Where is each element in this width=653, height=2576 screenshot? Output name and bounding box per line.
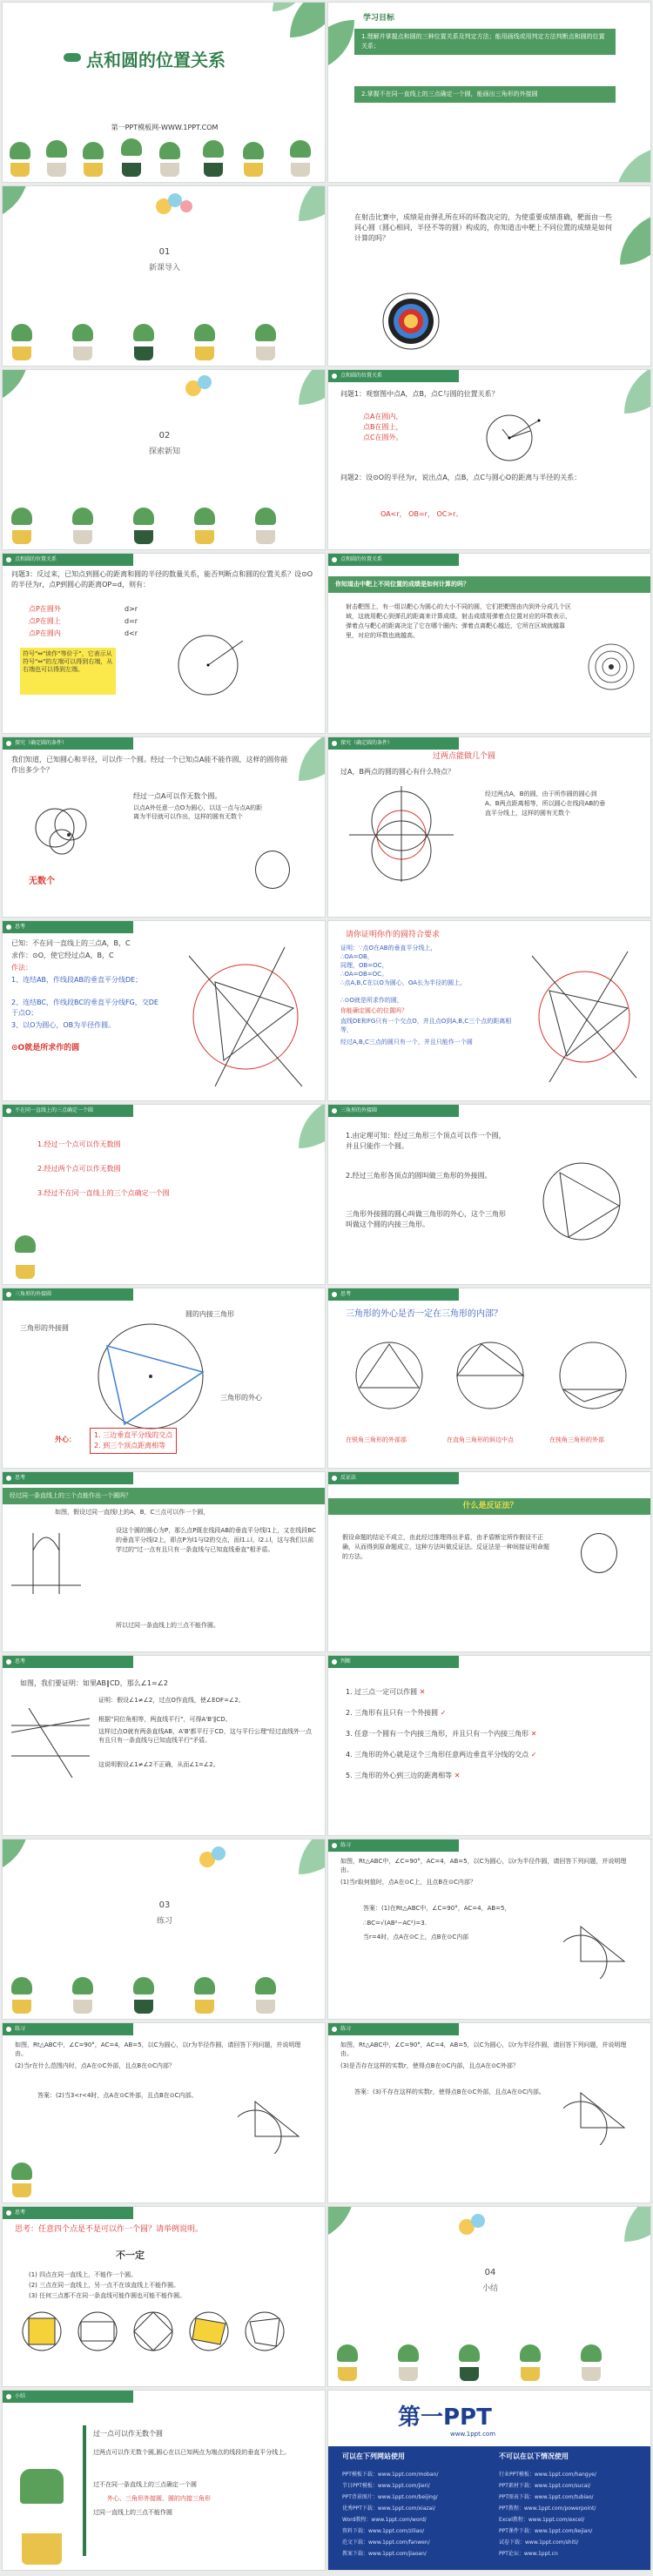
- answer: 经过一点A可以作无数个圆。: [133, 792, 222, 800]
- pot-icon: [244, 163, 263, 177]
- relation-label-inside: 点P在圆内: [29, 629, 61, 637]
- paragraph-2: 设这个圆的圆心为P，那么点P既在线段AB的垂直平分线l1上，又在线段BC的垂直平分线l2上，即点P为l1与l2的交点，而l1⊥l，l2⊥l，这与我们以前学过的"过一点有且只有一条直线与已知直线垂直"相矛盾。: [116, 1527, 316, 1553]
- plant-icon: [255, 324, 276, 341]
- cross-icon: ✕: [454, 1772, 461, 1779]
- circles-through-point-diagram: [20, 793, 125, 871]
- slide-header: 反证法: [328, 1472, 459, 1484]
- section-name: 新课导入: [148, 264, 180, 272]
- slide-header: 思考: [3, 921, 133, 933]
- plant-icon: [133, 1977, 154, 1994]
- title-marker-icon: [64, 53, 81, 62]
- triangle-diagram: [238, 2093, 307, 2154]
- slide-header: 不在同一直线上的三点确定一个圆: [3, 1105, 133, 1117]
- circles-through-two-points-diagram: [340, 786, 462, 882]
- section-number: 02: [158, 431, 171, 441]
- method-label: 作法：: [11, 964, 32, 972]
- site-link[interactable]: Word教程：www.1ppt.com/word/: [342, 2517, 427, 2523]
- plant-icon: [194, 1977, 215, 1994]
- slide-target-explanation: [327, 553, 651, 734]
- plant-icon: [72, 508, 93, 525]
- pot-icon: [73, 2000, 92, 2014]
- leaf-decoration: [327, 20, 354, 72]
- section-title: 学习目标: [363, 14, 395, 23]
- slide-true-false: [327, 1655, 651, 1836]
- question-3: 问题3：反过来，已知点到圆心的距离和圆的半径的数量关系，能否判断点和圆的位置关系？设⊙O的半径为r，点P到圆心的距离OP=d，则有：: [11, 570, 313, 589]
- slide-collinear-points: [2, 1471, 326, 1652]
- question: 如图，我们要证明：如果AB∥CD，那么∠1=∠2: [20, 1679, 168, 1687]
- slide-header: 练习: [3, 2023, 133, 2035]
- plant-icon: [159, 142, 180, 159]
- answer: 答案：(3)不存在这样的实数r，使得点B在⊙C外部，且点A在⊙C内部。: [354, 2088, 545, 2095]
- slide-header: 三角形的外接圆: [328, 1105, 459, 1117]
- logo: 第一PPT: [398, 2404, 492, 2431]
- slide-one-point-circles: [2, 736, 326, 918]
- slide-three-point-construction: [2, 920, 326, 1101]
- relation-value-inside: d<r: [125, 629, 138, 637]
- answer-3: 当r=4时，点A在⊙C上，点B在⊙C内部: [363, 1934, 469, 1940]
- slide-header: 探究（确定圆的条件）: [3, 737, 133, 750]
- leaf-decoration: [2, 1839, 29, 1874]
- section-number: 01: [158, 247, 171, 257]
- site-link[interactable]: PPT图表下载：www.1ppt.com/tubiao/: [499, 2494, 594, 2500]
- cross-icon: ✕: [530, 1730, 537, 1738]
- pot-icon: [84, 163, 103, 177]
- relation-label-outside: 点P在圆外: [29, 605, 61, 613]
- plant-icon: [194, 324, 215, 341]
- statement-1: [346, 1687, 425, 1698]
- case-3: (3) 任何三点都不在同一条直线可能作圆也可能不能作圆。: [29, 2292, 186, 2299]
- plant-icon: [255, 1977, 276, 1994]
- pot-icon: [12, 2183, 31, 2197]
- circle-diagram: [476, 403, 546, 473]
- triangle-diagram: [563, 1918, 633, 1979]
- summary-5: 过同一直线上的三点不能作圆: [93, 2509, 172, 2516]
- target-image: [585, 641, 637, 693]
- pot-icon: [291, 163, 310, 177]
- slide-header: 探究（确定圆的条件）: [328, 737, 459, 750]
- balloon-icon: [198, 375, 212, 389]
- rectangle-in-circle: [76, 2310, 119, 2353]
- site-link[interactable]: 资料下载：www.1ppt.com/ziliao/: [342, 2528, 425, 2534]
- summary-divider: [83, 2425, 86, 2556]
- balloon-icon: [180, 200, 192, 212]
- slide-header: 点和圆的位置关系: [328, 370, 459, 382]
- slide-site-footer: [327, 2390, 651, 2571]
- sub-question-3: (3)是否存在这样的实数r，使得点B在⊙C内部，且点A在⊙C外部？: [340, 2062, 519, 2069]
- circumcenter-label: 外心：: [55, 1436, 76, 1443]
- pot-icon: [338, 2367, 357, 2381]
- case-1: (1) 四点在同一直线上，不能作一个圆。: [29, 2271, 138, 2278]
- slide-section-02: [2, 369, 326, 550]
- step-1: 1、连结AB，作线段AB的垂直平分线DE；: [11, 976, 143, 984]
- slide-proof: [327, 920, 651, 1101]
- leaf-decoration: [299, 369, 326, 405]
- statement-5: [346, 1771, 460, 1781]
- pot-icon: [195, 2000, 214, 2014]
- triangle-diagram: [563, 2084, 633, 2145]
- answer-c: 点C在圆外。: [363, 434, 403, 441]
- site-link[interactable]: PPT教程：www.1ppt.com/powerpoint/: [499, 2505, 596, 2512]
- plant-icon: [11, 324, 32, 341]
- pot-icon: [73, 530, 92, 544]
- plant-icon: [520, 2344, 541, 2362]
- slide-header: 思考: [328, 1288, 459, 1301]
- explanation: 以点A外任意一点O为圆心，以这一点与点A的距离为半径就可以作出，这样的圆有无数个: [133, 804, 263, 820]
- pot-icon: [160, 163, 179, 177]
- plant-icon: [194, 508, 215, 525]
- leaf-decoration: [616, 147, 651, 183]
- quad-in-circle: [131, 2310, 175, 2353]
- slide-goals: [327, 2, 651, 183]
- explanation: 经过两点A，B的圆，由于所作圆的圆心到A、B两点距离相等，所以圆心在线段AB的垂直平分线上，这样的圆有无数个: [485, 790, 606, 817]
- summary-4: 外心、三角形外接圆、圆的内接三角形: [107, 2495, 211, 2502]
- balloon-icon: [471, 2214, 485, 2228]
- cartoon-icon: [581, 1533, 617, 1573]
- highlight-question: 你知道击中靶上不同位置的成绩是如何计算的吗？: [328, 576, 651, 593]
- plant-icon: [459, 2344, 480, 2362]
- statement-text: 1. 过三点一定可以作圆: [346, 1688, 418, 1696]
- slide-parallel-proof: [2, 1655, 326, 1836]
- proof-5: ∴点A,B,C在以O为圆心，OA长为半径的圆上，: [340, 979, 467, 986]
- exercise-question: 如图，Rt△ABC中，∠C=90°，AC=4，AB=5，以C为圆心，以r为半径作圆，请回答下列问题，并说明理由。: [340, 1858, 627, 1873]
- plant-icon: [72, 1977, 93, 1994]
- proof-3: 这样过点O就有两条直线AB，A'B'都平行于CD，这与平行公理"经过直线外一点有且只有一条直线与已知直线平行"矛盾。: [98, 1728, 313, 1744]
- relation-label-on: 点P在圆上: [29, 617, 61, 625]
- exercise-question: 如图，Rt△ABC中，∠C=90°，AC=4，AB=5，以C为圆心，以r为半径作圆，请回答下列问题，并说明理由。: [340, 2041, 627, 2057]
- proof-2: ∴OA=OB，: [340, 953, 374, 960]
- plant-icon: [255, 508, 276, 525]
- sub-question-1: (1)当r取何值时，点A在⊙C上，且点B在⊙C内部？: [340, 1879, 476, 1886]
- collinear-diagram: [11, 1524, 81, 1603]
- slide-summary: [2, 2390, 326, 2571]
- summary-2: 过两点可以作无数个圆,圆心在以已知两点为端点的线段的垂直平分线上。: [93, 2449, 291, 2456]
- conclusion-3: 3.经过不在同一直线上的三个点确定一个圆: [37, 1189, 170, 1197]
- pot-icon: [134, 2000, 153, 2014]
- cross-icon: ✕: [419, 1688, 426, 1696]
- note-box: 符号"⇔"读作"等价于"，它表示从符号"⇔"的左端可以得到右端，从右端也可以得到左端。: [20, 648, 116, 695]
- relation-value-outside: d>r: [125, 605, 138, 613]
- site-link[interactable]: 节日PPT模板：www.1ppt.com/jieri/: [342, 2483, 430, 2489]
- slide-header: 点和圆的位置关系: [3, 554, 133, 566]
- logo-area: [328, 2391, 651, 2446]
- site-link[interactable]: PPT模板下载：www.1ppt.com/moban/: [342, 2472, 439, 2478]
- property-2: 2. 到三个顶点距离相等: [94, 1442, 166, 1449]
- goal-1: 1.理解并掌握点和圆的三种位置关系及判定方法；能用画线或用判定方法判断点和圆的位置关系；: [354, 29, 616, 55]
- summary-1: 过一点可以作无数个圆: [93, 2430, 163, 2438]
- links-list-right: [499, 2469, 647, 2559]
- statement-text: 4. 三角形的外心就是这个三角形任意两边垂直平分线的交点: [346, 1751, 529, 1759]
- disallowed-heading: 不可以在以下情况使用: [499, 2452, 569, 2460]
- pot-icon: [195, 346, 214, 360]
- slide-two-point-circles: [327, 736, 651, 918]
- plant-icon: [11, 2162, 32, 2180]
- answer: 不一定: [116, 2250, 145, 2261]
- proof-4: 这说明假设∠1≠∠2不正确，从而∠1=∠2。: [98, 1761, 219, 1768]
- leaf-decoration: [2, 185, 29, 221]
- slide-header: 思考: [3, 1472, 133, 1484]
- exercise-question: 如图，Rt△ABC中，∠C=90°，AC=4，AB=5，以C为圆心，以r为半径作圆，请回答下列问题，并说明理由。: [15, 2041, 301, 2057]
- check-icon: ✓: [530, 1751, 537, 1759]
- links-list-left: [342, 2469, 490, 2559]
- relation-value-on: d=r: [125, 617, 138, 625]
- plant-icon: [290, 140, 311, 158]
- pot-icon: [204, 163, 223, 177]
- plant-icon: [133, 508, 154, 525]
- logo-url: www.1ppt.com: [450, 2431, 496, 2438]
- step-2: 2、连结BC，作线段BC的垂直平分线FG，交DE于点O；: [11, 999, 158, 1017]
- conclusion-2: 2.经过两个点可以作无数圆: [37, 1165, 121, 1173]
- paragraph-3: 所以过同一条直线上的三点不能作圆。: [116, 1622, 219, 1629]
- question: 三角形的外心是否一定在三角形的内部？: [346, 1309, 502, 1319]
- proof-2: 根据"同位角相等，两直线平行"，可得A'B'∥CD。: [98, 1716, 232, 1723]
- conclusion-1: 1.经过一个点可以作无数圆: [37, 1140, 121, 1148]
- explanation-text: 射击靶图上，有一组以靶心为圆心的大小不同的圆，它们把靶图由内到外分成几个区域，这就用靶心到弹孔的距离来计算成绩。射击成绩用弹着点位置对应的环数表示，弹着点与靶心的距离决定了它在哪个圈内；弹着点离靶心越近，它所在区域就越靠里，对应的环数也就越高。: [346, 603, 571, 639]
- target-image: [380, 291, 441, 352]
- plant-icon: [121, 138, 142, 156]
- leaf-decoration: [624, 2206, 651, 2242]
- plant-icon: [581, 2344, 602, 2362]
- right-triangle-diagram: [447, 1332, 534, 1419]
- section-name: 小结: [481, 2284, 498, 2293]
- pot-icon: [460, 2367, 479, 2381]
- intro-text: 在射击比赛中，成绩是由弹孔所在环的环数决定的，为使重要成绩准确，靶面由一些同心圆（圆心相同，半径不等的圆）构成的，你知道击中靶上不同位置的成绩是如何计算的吗？: [354, 213, 612, 242]
- cartoon-icon: [255, 851, 290, 889]
- case-2: (2) 三点在同一直线上，另一点不在该直线上不能作圆。: [29, 2282, 180, 2289]
- label-circumcircle: 三角形的外接圆: [20, 1324, 69, 1332]
- proof-9: 经过A,B,C三点的圆只有一个，并且只能作一个圆: [340, 1039, 473, 1046]
- pot-icon: [256, 530, 275, 544]
- leaf-decoration: [299, 736, 326, 781]
- plant-icon: [398, 2344, 419, 2362]
- slide-four-points: [2, 2206, 326, 2387]
- pot-icon: [256, 346, 275, 360]
- slide-target-intro: [327, 185, 651, 367]
- step-3: 3、以O为圆心，OB为半径作圆。: [11, 1021, 116, 1029]
- proof-1: 证明：假设∠1≠∠2，过点O作直线，使∠EOF=∠2。: [98, 1697, 245, 1704]
- plant-icon: [20, 2469, 64, 2504]
- plant-icon: [10, 142, 30, 159]
- square-in-circle: [20, 2310, 64, 2353]
- site-link[interactable]: PPT课件下载：www.1ppt.com/kejian/: [499, 2528, 593, 2534]
- slide-exercise-1: [327, 1839, 651, 2020]
- pot-icon: [582, 2367, 601, 2381]
- slide-header: 三角形的外接圆: [3, 1288, 133, 1301]
- statement-4: [346, 1750, 536, 1760]
- slide-position-questions: [327, 369, 651, 550]
- statement-text: 2. 三角形有且只有一个外接圆: [346, 1709, 439, 1717]
- proof-7: 你能确定圆心的位置吗？: [340, 1007, 407, 1014]
- leaf-decoration: [299, 1104, 326, 1148]
- slide-exercise-2: [2, 2022, 326, 2203]
- question-2: 问题2：设⊙O的半径为r，说出点A，点B，点C与圆心O的距离与半径的关系：: [340, 474, 582, 481]
- leaf-decoration: [299, 185, 326, 221]
- answer: 答案：(2)当3<r<4时，点A在⊙C外部，且点B在⊙C内部。: [37, 2092, 198, 2099]
- definition-1: 1.由定理可知：经过三角形三个顶点可以作一个圆，并且只能作一个圆。: [346, 1132, 506, 1150]
- question-1: 问题1：观察图中点A，点B，点C与圆的位置关系？: [340, 390, 499, 398]
- leaf-decoration: [327, 2206, 354, 2242]
- slide-circumcenter-position: [327, 1288, 651, 1469]
- question: 经过同一条直线上的三个点能作出一个圆吗？: [3, 1488, 326, 1504]
- proof-diagram: [523, 947, 645, 1086]
- pot-icon: [12, 2000, 31, 2014]
- site-link[interactable]: 优秀PPT下载：www.1ppt.com/xiazai/: [342, 2505, 435, 2512]
- plant-icon: [83, 142, 104, 159]
- section-number: 04: [484, 2268, 496, 2277]
- section-number: 03: [158, 1900, 171, 1910]
- pot-icon: [12, 346, 31, 360]
- pot-icon: [195, 530, 214, 544]
- parallel-lines-diagram: [11, 1708, 90, 1778]
- plant-icon: [46, 140, 67, 158]
- slide-exercise-3: [327, 2022, 651, 2203]
- goal-2: 2.掌握不在同一直线上的三点确定一个圆，能画出三角形的外接圆: [354, 86, 616, 103]
- slide-title: 什么是反证法？: [328, 1498, 651, 1515]
- check-icon: ✓: [440, 1709, 447, 1717]
- slide-title: [2, 2, 326, 183]
- site-link[interactable]: PPT背景图片：www.1ppt.com/beijing/: [342, 2494, 438, 2500]
- definition: 假设命题的结论不成立，由此经过推理得出矛盾，由矛盾断定所作假设不正确，从而得到原命题成立，这种方法叫做反证法。反证法是一种间接证明命题的方法。: [342, 1534, 549, 1560]
- leaf-decoration: [2, 369, 29, 405]
- infinite-label: 无数个: [29, 877, 55, 886]
- proof-1: 证明：∵点O在AB的垂直平分线上，: [340, 945, 437, 952]
- proof-4: ∴OA=OB=OC。: [340, 971, 388, 978]
- plant-icon: [337, 2344, 358, 2362]
- given: 已知：不在同一直线上的三点A，B，C: [11, 939, 131, 947]
- plant-icon: [15, 1235, 36, 1253]
- slide-title: 请你证明你作的圆符合要求: [346, 931, 441, 939]
- leaf-decoration: [299, 1839, 326, 1874]
- leaf-decoration: [620, 212, 651, 265]
- plant-icon: [243, 142, 264, 159]
- circumcircle-diagram: [534, 1153, 629, 1249]
- plant-icon: [11, 1977, 32, 1994]
- slide-section-01: [2, 185, 326, 367]
- slide-header: 练习: [328, 1840, 459, 1852]
- pot-icon: [10, 163, 30, 177]
- pot-icon: [134, 530, 153, 544]
- quad-in-circle: [243, 2310, 286, 2353]
- answer-acute: 在锐角三角形的外部部: [346, 1436, 407, 1443]
- allowed-heading: 可以在下列网站使用: [342, 2452, 405, 2460]
- answer-a: 点A在圆内，: [363, 413, 403, 420]
- to-construct: 求作：⊙O，使它经过点A，B，C: [11, 952, 114, 959]
- statement-text: 5. 三角形的外心到三边的距离相等: [346, 1772, 453, 1779]
- plant-icon: [133, 324, 154, 341]
- statement-2: [346, 1708, 446, 1718]
- pot-icon: [134, 346, 153, 360]
- question: 我们知道，已知圆心和半径，可以作一个圆。经过一个已知点A能不能作圆，这样的圆你能作出多少个？: [11, 756, 288, 774]
- site-link[interactable]: PPT论坛：www.1ppt.cn: [499, 2551, 558, 2557]
- slide-header: 思考: [3, 2207, 133, 2219]
- pot-icon: [22, 2533, 62, 2565]
- site-link[interactable]: 试卷下载：www.1ppt.com/shiti/: [499, 2539, 579, 2546]
- answer-right: 在直角三角形的斜边中点: [447, 1436, 514, 1443]
- slide-header: 判断: [328, 1656, 459, 1668]
- distance-relations: OA<r， OB=r， OC>r。: [380, 510, 463, 518]
- proof-8: 直线DE和FG只有一个交点O，并且点O到A,B,C三个点的距离相等，: [340, 1018, 512, 1033]
- leaf-decoration: [290, 2, 326, 37]
- plant-icon: [11, 508, 32, 525]
- page-title: 点和圆的位置关系: [86, 50, 226, 71]
- answer-b: 点B在圆上，: [363, 423, 403, 431]
- slide-section-04: [327, 2206, 651, 2387]
- sub-question-2: (2)当r在什么范围内时，点A在⊙C外部，且点B在⊙C内部？: [15, 2062, 175, 2069]
- answer-1: 答案：(1)在Rt△ABC中，∠C=90°，AC=4，AB=5，: [363, 1905, 511, 1912]
- site-link[interactable]: 教案下载：www.1ppt.com/jiaoan/: [342, 2551, 427, 2557]
- pot-icon: [12, 530, 31, 544]
- slide-header: 小结: [3, 2391, 133, 2403]
- question: 过A，B两点的圆的圆心有什么特点？: [340, 768, 454, 776]
- pot-icon: [73, 346, 92, 360]
- definition-2: 2.经过三角形各顶点的圆叫做三角形的外接圆。: [346, 1172, 492, 1180]
- proof-3: 同理，OB=OC，: [340, 962, 388, 969]
- construction-diagram: [172, 938, 320, 1086]
- circle-diagram: [173, 623, 252, 702]
- summary-3: 过不在同一条直线上的三点确定一个圆: [93, 2481, 197, 2488]
- label-inscribed-triangle: 圆的内接三角形: [185, 1310, 234, 1318]
- label-circumcenter: 三角形的外心: [220, 1394, 262, 1402]
- slide-header: 练习: [328, 2023, 459, 2035]
- statement-3: [346, 1729, 536, 1739]
- pot-icon: [399, 2367, 418, 2381]
- site-link[interactable]: 范文下载：www.1ppt.com/fanwen/: [342, 2539, 430, 2546]
- slide-proof-by-contradiction: [327, 1471, 651, 1652]
- pot-icon: [16, 1265, 35, 1279]
- pot-icon: [47, 163, 66, 177]
- paragraph-1: 如图，假设过同一直线l上的A，B，C三点可以作一个圆，: [55, 1509, 210, 1516]
- section-name: 练习: [156, 1917, 172, 1926]
- answer-2: ∴BC=√(AB²−AC²)=3.: [363, 1920, 427, 1927]
- plant-icon: [203, 140, 224, 158]
- balloon-icon: [212, 1846, 226, 1860]
- site-link[interactable]: PPT素材下载：www.1ppt.com/sucai/: [499, 2483, 591, 2489]
- site-link[interactable]: Excel教程：www.1ppt.com/excel/: [499, 2517, 585, 2523]
- question: 思考：任意四个点是不是可以作一个圆？请举例说明。: [15, 2225, 204, 2234]
- slide-header: 点和圆的位置关系: [328, 554, 459, 566]
- slide-circumcircle-definition: [327, 1104, 651, 1285]
- pot-icon: [256, 2000, 275, 2014]
- slide-header: 思考: [3, 1656, 133, 1668]
- definition-3: 三角形外接圆的圆心叫做三角形的外心，这个三角形叫做这个圆的内接三角形。: [346, 1210, 506, 1228]
- slide-circumcenter: [2, 1288, 326, 1469]
- pot-icon: [122, 163, 141, 177]
- proof-6: ∴⊙O就是所求作的圆，: [340, 997, 403, 1004]
- slide-conclusion: [2, 1104, 326, 1285]
- property-1: 1. 三边垂直平分线的交点: [94, 1431, 173, 1439]
- slide-title: 过两点能做几个圆: [433, 752, 496, 761]
- site-link[interactable]: 行业PPT模板：www.1ppt.com/hangye/: [499, 2472, 596, 2478]
- section-name: 探索新知: [148, 447, 180, 456]
- result: ⊙O就是所求作的圆: [11, 1044, 80, 1053]
- acute-triangle-diagram: [346, 1332, 433, 1419]
- answer-obtuse: 在钝角三角形的外部: [549, 1436, 604, 1443]
- plant-icon: [72, 324, 93, 341]
- obtuse-triangle-diagram: [549, 1332, 636, 1419]
- statement-text: 3. 任意一个圆有一个内接三角形，并且只有一个内接三角形: [346, 1730, 529, 1738]
- links-panel: [328, 2446, 651, 2571]
- site-label: 第一PPT模板网-WWW.1PPT.COM: [111, 124, 219, 131]
- leaf-decoration: [624, 369, 651, 414]
- parallelogram-in-circle: [187, 2310, 231, 2353]
- slide-section-03: [2, 1839, 326, 2020]
- circumcenter-diagram: [81, 1311, 220, 1442]
- pot-icon: [521, 2367, 540, 2381]
- slide-position-judgement: [2, 553, 326, 734]
